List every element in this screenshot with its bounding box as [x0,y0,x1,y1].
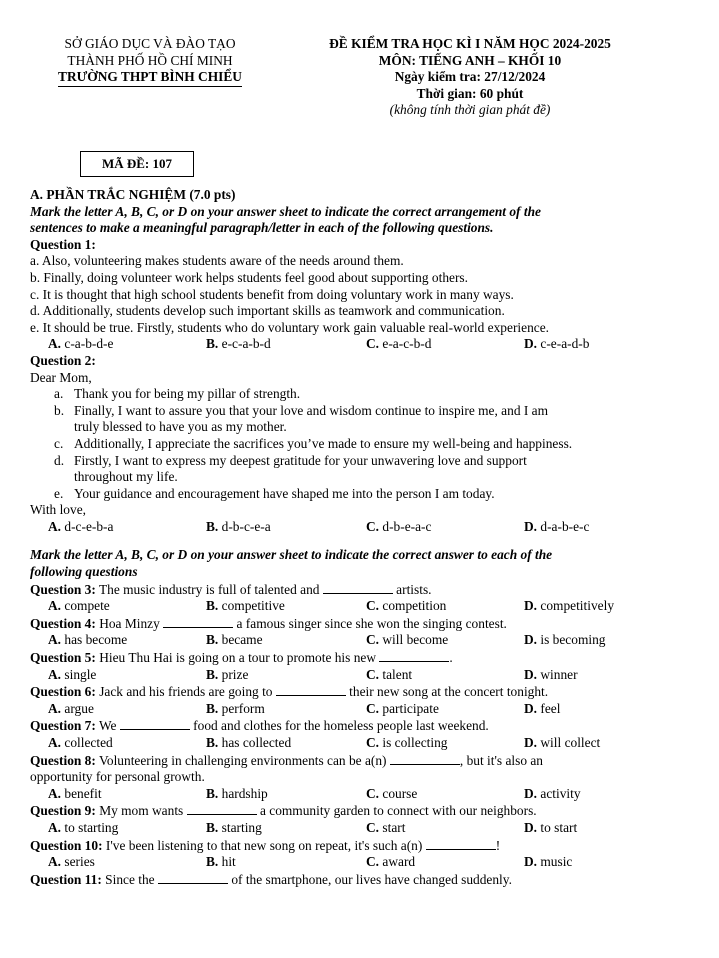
question-options [30,820,700,837]
question-label: Question 4: [30,615,96,631]
question-label: Question 7: [30,718,96,734]
question-options [30,854,700,871]
answer-option[interactable]: C. course [366,785,418,801]
answer-option[interactable]: B. starting [206,819,262,835]
answer-option[interactable]: B. became [206,632,263,648]
answer-option[interactable]: D. c-e-a-d-b [524,336,590,352]
question-label: Question 9: [30,803,96,819]
question-stem: Question 4: Hoa Minzy a famous singer since she won the singing contest. [30,615,507,631]
answer-option[interactable]: A. c-a-b-d-e [48,336,114,352]
letter-greeting: Dear Mom, [30,369,92,385]
q2-item: c. Additionally, I appreciate the sacrifices you’ve made to ensure my well-being and happiness. [54,435,573,451]
question-stem: Question 8: Volunteering in challenging environments can be a(n) , but it's also an [30,752,543,768]
question-stem: Question 11: Since the of the smartphone, our lives have changed suddenly. [30,871,512,887]
exam-date: Ngày kiểm tra: 27/12/2024 [394,69,546,84]
q2-item: a. Thank you for being my pillar of strength. [54,386,301,402]
answer-option[interactable]: A. d-c-e-b-a [48,518,114,534]
question-options [30,786,700,803]
answer-option[interactable]: C. is collecting [366,735,448,750]
answer-blank [276,683,346,696]
exam-code-box: MÃ ĐỀ: 107 [80,151,194,177]
answer-option[interactable]: C. participate [366,700,439,716]
department-name: SỞ GIÁO DỤC VÀ ĐÀO TẠO [64,36,236,51]
answer-blank [158,871,228,884]
question-label: Question 1: [30,236,96,252]
question-stem: Question 5: Hieu Thu Hai is going on a tour to promote his new . [30,650,453,666]
answer-option[interactable]: B. has collected [206,735,292,750]
answer-option[interactable]: C. e-a-c-b-d [366,336,432,352]
answer-option[interactable]: D. to start [524,819,578,835]
section-title: A. PHẦN TRẮC NGHIỆM (7.0 pts) [30,187,236,202]
answer-option[interactable]: D. d-a-b-e-c [524,518,590,534]
q2-options [30,519,700,536]
answer-option[interactable]: C. talent [366,666,413,682]
answer-option[interactable]: A. series [48,854,95,870]
question-options [30,632,700,649]
q1-sentence: d. Additionally, students develop such important skills as teamwork and communication. [30,303,505,319]
q1-sentence: c. It is thought that high school students benefit from doing voluntary work in many ways. [30,286,514,302]
question-label: Question 6: [30,684,96,700]
answer-option[interactable]: C. will become [366,632,449,648]
question-options [30,667,700,684]
question-stem: Question 10: I've been listening to that new song on repeat, it's such a(n) ! [30,837,501,853]
header-right [270,36,670,119]
q2-item: e. Your guidance and encouragement have shaped me into the person I am today. [54,485,495,501]
exam-subject: MÔN: TIẾNG ANH – KHỐI 10 [378,52,562,68]
answer-option[interactable]: C. award [366,854,416,870]
question-stem: Question 9: My mom wants a community garden to connect with our neighbors. [30,803,537,819]
answer-option[interactable]: A. argue [48,700,94,716]
question-label: Question 8: [30,752,96,768]
answer-blank [187,802,257,815]
answer-blank [120,717,190,730]
answer-option[interactable]: A. collected [48,735,113,750]
school-name: TRƯỜNG THPT BÌNH CHIỂU [58,69,242,87]
answer-option[interactable]: B. hit [206,854,236,870]
question-label: Question 2: [30,352,96,368]
answer-blank [426,837,496,850]
question-stem: Question 6: Jack and his friends are going to their new song at the concert tonight. [30,684,549,700]
instruction-arrangement-2: sentences to make a meaningful paragraph/letter in each of the following questions. [30,220,494,236]
mcq-list [30,581,700,889]
header-left [30,36,270,87]
question-label: Question 10: [30,837,103,853]
exam-content [30,187,700,888]
question-label: Question 3: [30,581,96,597]
question-label: Question 11: [30,871,102,887]
answer-option[interactable]: D. winner [524,666,578,682]
answer-blank [323,581,393,594]
exam-duration: Thời gian: 60 phút [416,85,524,101]
answer-option[interactable]: B. perform [206,700,265,716]
q1-sentence: a. Also, volunteering makes students aware of the needs around them. [30,253,404,269]
answer-blank [379,649,449,662]
answer-option[interactable]: D. competitively [524,598,615,614]
answer-option[interactable]: C. competition [366,598,447,614]
answer-blank [163,615,233,628]
q1-options [30,336,700,353]
question-options [30,735,700,752]
q2-item: d. Firstly, I want to express my deepest gratitude for your unwavering love and support throughout my life. [54,452,527,485]
question-label: Question 5: [30,650,96,666]
instruction-arrangement-1: Mark the letter A, B, C, or D on your answer sheet to indicate the correct arrangement of the [30,203,541,219]
answer-option[interactable]: D. music [524,854,573,870]
question-options [30,598,700,615]
q1-sentence: b. Finally, doing volunteer work helps students feel good about supporting others. [30,269,468,285]
answer-option[interactable]: A. single [48,666,97,682]
question-stem: Question 7: We food and clothes for the homeless people last weekend. [30,718,489,734]
instruction-answer-2: following questions [30,564,138,580]
answer-option[interactable]: A. has become [48,632,128,648]
answer-option[interactable]: D. activity [524,785,581,801]
answer-option[interactable]: C. d-b-e-a-c [366,518,432,534]
exam-title: ĐỀ KIỂM TRA HỌC KÌ I NĂM HỌC 2024-2025 [329,36,611,51]
answer-option[interactable]: B. d-b-c-e-a [206,518,271,534]
question-stem: Question 3: The music industry is full of talented and artists. [30,581,432,597]
city-name: THÀNH PHỐ HỒ CHÍ MINH [67,52,233,68]
answer-option[interactable]: B. prize [206,666,249,682]
answer-option[interactable]: B. competitive [206,598,285,614]
q2-item: b. Finally, I want to assure you that your love and wisdom continue to inspire me, and I am truly blessed to have you as my mother. [54,402,549,435]
exam-duration-note: (không tính thời gian phát đề) [389,102,551,117]
q1-sentence: e. It should be true. Firstly, students who do voluntary work gain valuable real-world experience. [30,319,549,335]
answer-option[interactable]: D. feel [524,700,561,716]
answer-option[interactable]: B. e-c-a-b-d [206,336,271,352]
answer-blank [390,752,460,765]
answer-option[interactable]: A. to starting [48,819,119,835]
answer-option[interactable]: C. start [366,819,406,835]
question-stem-continued: opportunity for personal growth. [30,769,205,785]
question-options [30,701,700,718]
instruction-answer-1: Mark the letter A, B, C, or D on your answer sheet to indicate the correct answer to each of the [30,547,553,563]
letter-closing: With love, [30,502,86,518]
answer-option[interactable]: D. is becoming [524,632,606,648]
answer-option[interactable]: D. will collect [524,735,601,750]
answer-option[interactable]: A. benefit [48,785,102,801]
answer-option[interactable]: A. compete [48,598,110,614]
answer-option[interactable]: B. hardship [206,785,268,801]
